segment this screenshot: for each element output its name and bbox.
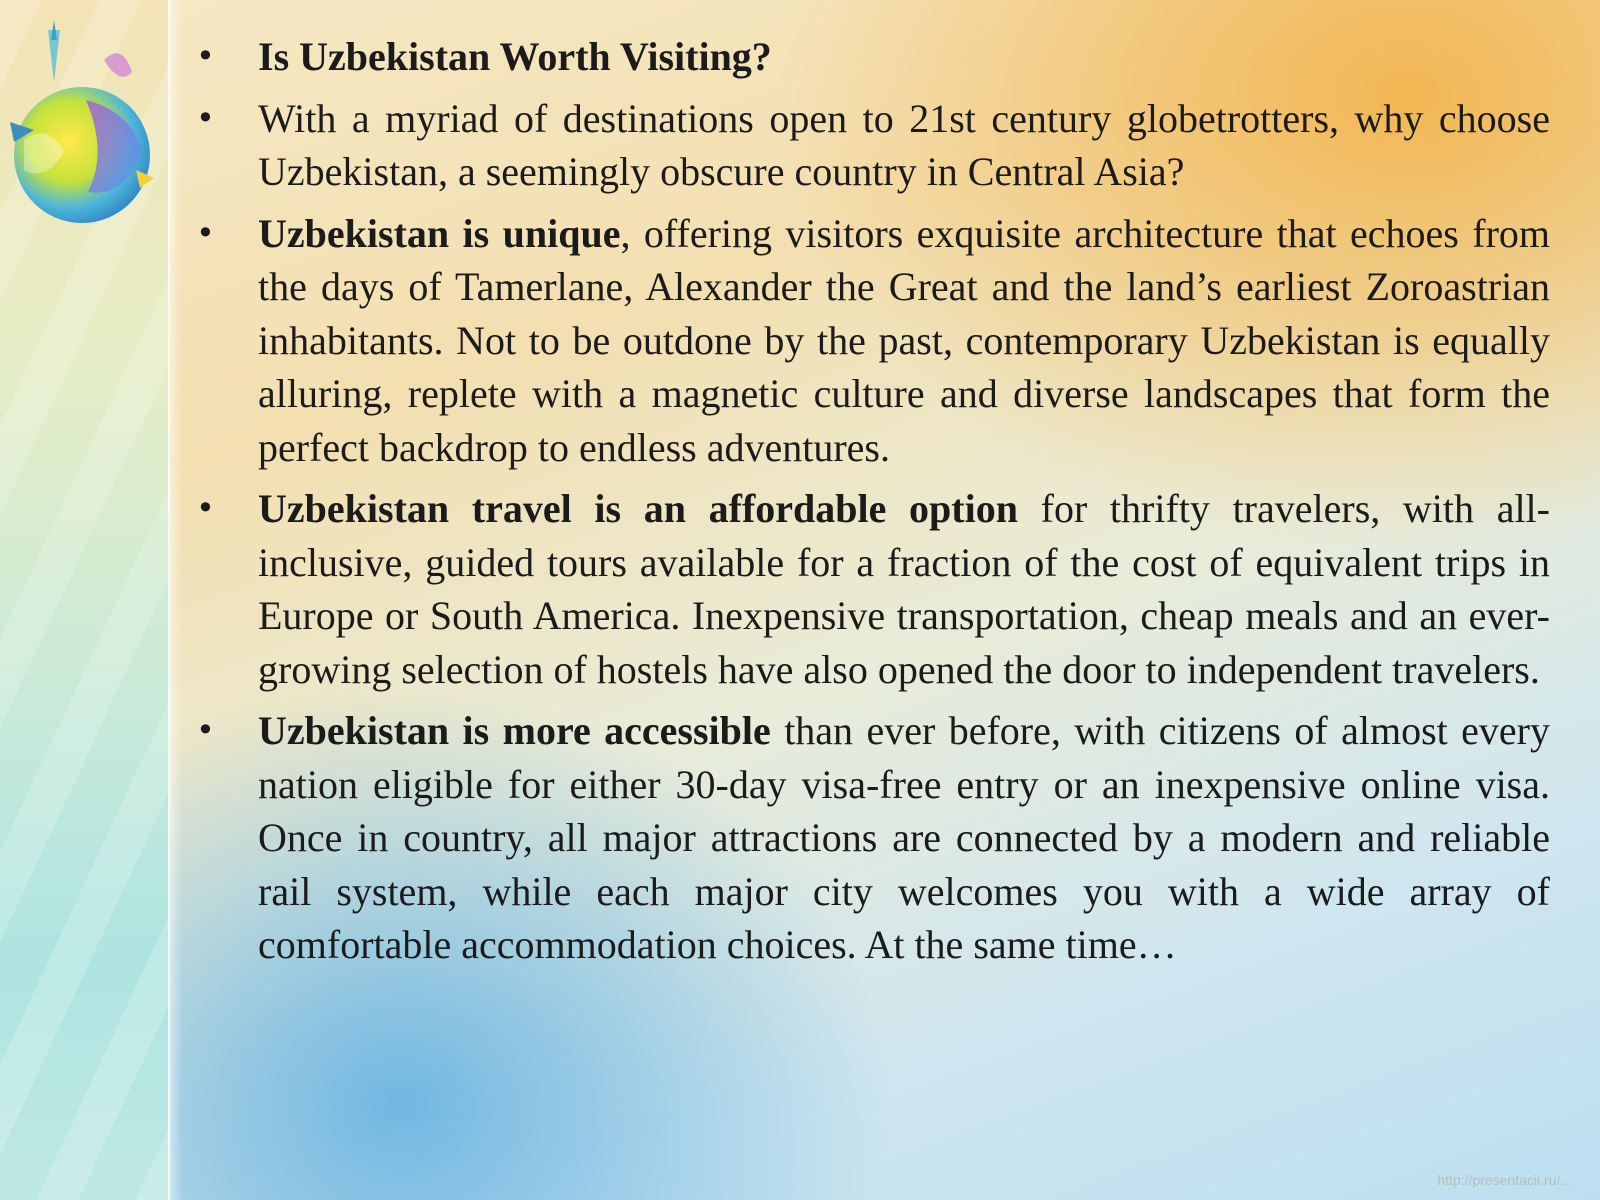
globe-icon	[4, 20, 164, 230]
unique-text: , offering visitors exquisite architecture that echoes from the days of Tamerlane, Alexander the Great and the land’s earliest Zoroastrian inhabitants. Not to be outdone by the past, contemporary Uzbekistan is equally alluring, replete with a magnetic culture and diverse landscapes that form the perfect backdrop to endless adventures.	[258, 210, 1551, 470]
left-decorative-strip	[0, 0, 170, 1200]
slide-body	[190, 30, 1550, 980]
bullet-icon: •	[196, 213, 215, 252]
unique-heading: Uzbekistan is unique	[258, 210, 621, 256]
bullet-item-intro	[190, 92, 1550, 199]
slide-heading: Is Uzbekistan Worth Visiting?	[258, 34, 772, 79]
bullet-item-unique	[190, 207, 1550, 475]
bullet-item-accessible	[190, 704, 1550, 972]
bullet-icon: •	[196, 98, 215, 137]
affordable-heading: Uzbekistan travel is an affordable option	[258, 486, 1018, 531]
watermark-text: http://presentacii.ru/...	[1437, 1172, 1572, 1188]
bullet-icon: •	[196, 489, 215, 527]
bullet-item-affordable	[190, 482, 1550, 696]
accessible-heading: Uzbekistan is more accessible	[258, 708, 771, 753]
accessible-text: than ever before, with citizens of almost every nation eligible for either 30-day visa-free entry or an inexpensive online visa. Once in country, all major attractions are connected by a modern and reliable rail system, while each major city welcomes you with a wide array of comfortable accommodation choices. At the same time…	[258, 708, 1550, 967]
intro-text: With a myriad of destinations open to 21st century globetrotters, why choose Uzbekistan, a seemingly obscure country in Central Asia?	[258, 95, 1550, 194]
bullet-icon: •	[196, 711, 215, 749]
bullet-item-title	[190, 30, 1550, 84]
bullet-icon: •	[196, 37, 215, 75]
affordable-text: for thrifty travelers, with all-inclusive, guided tours available for a fraction of the cost of equivalent trips in Europe or South America. Inexpensive transportation, cheap meals and an ever-growing selection of hostels have also opened the door to independent travelers.	[258, 486, 1550, 692]
